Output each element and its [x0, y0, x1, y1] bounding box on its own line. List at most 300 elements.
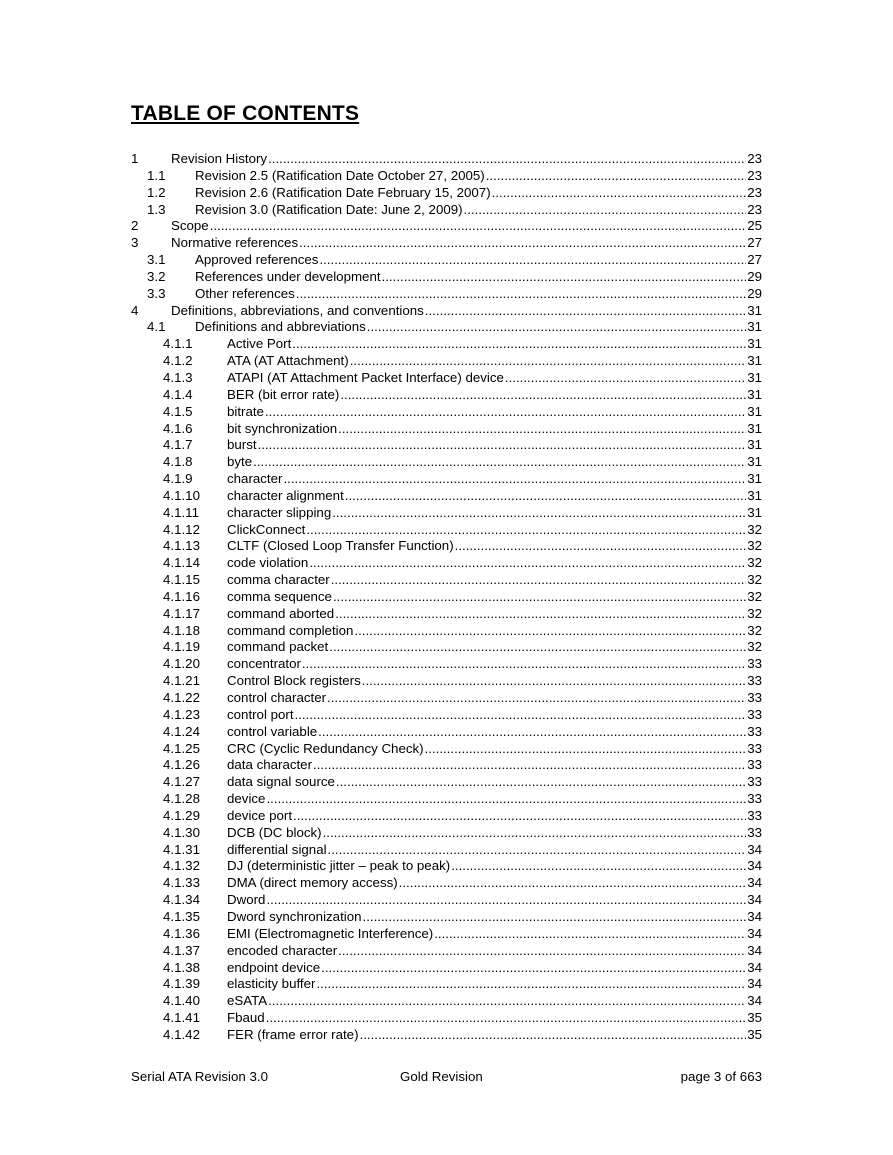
toc-section-title: ATA (AT Attachment) [227, 353, 349, 369]
toc-entry-body [227, 858, 762, 875]
toc-entry-body [227, 606, 762, 623]
toc-page-number: 32 [747, 639, 762, 655]
toc-entry-body [227, 842, 762, 859]
toc-entry[interactable] [131, 252, 762, 269]
toc-section-number: 4.1.31 [163, 841, 200, 857]
toc-dot-leader [319, 252, 746, 269]
toc-page-number: 31 [747, 437, 762, 453]
toc-section-number: 4.1 [147, 319, 166, 335]
toc-dot-leader [354, 623, 746, 640]
toc-page-number: 33 [747, 824, 762, 840]
toc-entry[interactable] [131, 976, 762, 993]
toc-entry[interactable] [131, 757, 762, 774]
toc-section-number: 4.1.9 [163, 471, 193, 487]
toc-entry-body [227, 1010, 762, 1027]
toc-section-number: 4.1.36 [163, 925, 200, 941]
toc-entry-body [227, 741, 762, 758]
toc-dot-leader [306, 522, 746, 539]
toc-dot-leader [327, 690, 746, 707]
toc-entry[interactable] [131, 656, 762, 673]
toc-entry-body [227, 387, 762, 404]
toc-section-number: 4.1.1 [163, 336, 193, 352]
toc-entry-body [195, 202, 762, 219]
toc-page-number: 31 [747, 487, 762, 503]
toc-entry[interactable] [131, 522, 762, 539]
toc-dot-leader [363, 909, 747, 926]
toc-section-number: 4.1.21 [163, 673, 200, 689]
toc-page-number: 31 [747, 319, 762, 335]
toc-page-number: 33 [747, 774, 762, 790]
toc-entry-body [227, 909, 762, 926]
toc-entry[interactable] [131, 387, 762, 404]
toc-dot-leader [283, 471, 746, 488]
toc-entry[interactable] [131, 673, 762, 690]
toc-dot-leader [268, 993, 746, 1010]
toc-entry-body [227, 724, 762, 741]
toc-dot-leader [295, 707, 747, 724]
toc-section-number: 4.1.28 [163, 791, 200, 807]
toc-section-number: 4.1.37 [163, 942, 200, 958]
toc-section-title: References under development [195, 268, 381, 284]
toc-entry-body [227, 421, 762, 438]
toc-dot-leader [309, 555, 746, 572]
toc-section-title: FER (frame error rate) [227, 1026, 359, 1042]
toc-section-title: bit synchronization [227, 420, 338, 436]
footer-revision-status: Gold Revision [400, 1069, 483, 1084]
toc-entry[interactable] [131, 218, 762, 235]
toc-dot-leader [486, 168, 746, 185]
toc-section-number: 3 [131, 235, 139, 251]
toc-section-title: ATAPI (AT Attachment Packet Interface) device [227, 369, 504, 385]
toc-section-number: 4.1.2 [163, 353, 193, 369]
toc-entry-body [195, 319, 762, 336]
toc-entry[interactable] [131, 909, 762, 926]
toc-entry[interactable] [131, 1010, 762, 1027]
toc-entry-body [227, 522, 762, 539]
toc-entry-body [227, 707, 762, 724]
toc-dot-leader [455, 538, 747, 555]
toc-page-number: 34 [747, 925, 762, 941]
toc-entry[interactable] [131, 993, 762, 1010]
toc-section-number: 4.1.42 [163, 1026, 200, 1042]
toc-dot-leader [296, 286, 746, 303]
toc-section-title: control character [227, 690, 327, 705]
toc-section-title: DMA (direct memory access) [227, 875, 398, 891]
toc-section-title: Revision 3.0 (Ratification Date: June 2, 2009) [195, 201, 463, 217]
toc-section-number: 4.1.19 [163, 639, 200, 655]
toc-entry-body [227, 690, 762, 707]
toc-section-title: comma character [227, 572, 330, 588]
toc-entry-body [227, 404, 762, 421]
toc-section-title: comma sequence [227, 588, 332, 604]
toc-entry-body [171, 218, 762, 235]
toc-page-number: 33 [747, 706, 762, 722]
toc-dot-leader [350, 353, 747, 370]
toc-page-number: 32 [747, 555, 762, 571]
toc-page-number: 31 [747, 403, 762, 419]
toc-dot-leader [336, 774, 746, 791]
toc-section-number: 4.1.4 [163, 386, 193, 402]
toc-page-number: 31 [747, 454, 762, 470]
toc-dot-leader [360, 1027, 747, 1044]
toc-entry[interactable] [131, 269, 762, 286]
toc-entry-body [227, 808, 762, 825]
toc-section-number: 1.3 [147, 201, 166, 217]
toc-entry[interactable] [131, 437, 762, 454]
toc-section-number: 4.1.40 [163, 993, 200, 1009]
toc-section-title: elasticity buffer [227, 976, 316, 992]
toc-section-title: encoded character [227, 942, 338, 958]
toc-entry[interactable] [131, 168, 762, 185]
toc-section-number: 4.1.27 [163, 774, 200, 790]
toc-entry[interactable] [131, 538, 762, 555]
toc-dot-leader [329, 639, 746, 656]
toc-entry-body [227, 825, 762, 842]
toc-dot-leader [434, 926, 746, 943]
toc-section-title: Revision History [171, 151, 268, 166]
toc-section-title: control port [227, 706, 294, 722]
toc-page-number: 32 [747, 622, 762, 638]
toc-section-title: command packet [227, 639, 329, 655]
toc-section-title: byte [227, 454, 253, 470]
toc-dot-leader [425, 303, 746, 320]
toc-dot-leader [302, 656, 746, 673]
toc-page-number: 34 [747, 841, 762, 857]
toc-page-number: 33 [747, 740, 762, 756]
toc-entry[interactable] [131, 471, 762, 488]
toc-page-number: 31 [747, 504, 762, 520]
toc-entry-body [227, 875, 762, 892]
toc-dot-leader [382, 269, 747, 286]
toc-entry[interactable] [131, 404, 762, 421]
toc-entry-body [227, 353, 762, 370]
toc-section-number: 3.3 [147, 285, 166, 301]
toc-dot-leader [492, 185, 747, 202]
toc-dot-leader [293, 808, 746, 825]
toc-dot-leader [335, 606, 746, 623]
toc-section-title: burst [227, 437, 257, 453]
toc-page-number: 33 [747, 791, 762, 807]
toc-dot-leader [265, 404, 746, 421]
toc-entry-body [171, 235, 762, 252]
toc-entry-body [227, 757, 762, 774]
toc-section-title: command completion [227, 622, 354, 638]
toc-section-title: code violation [227, 555, 309, 571]
toc-entry-body [227, 774, 762, 791]
toc-entry[interactable] [131, 151, 762, 168]
toc-entry-body [227, 791, 762, 808]
toc-entry[interactable] [131, 774, 762, 791]
toc-entry[interactable] [131, 892, 762, 909]
footer-document-name: Serial ATA Revision 3.0 [131, 1069, 268, 1084]
toc-entry[interactable] [131, 842, 762, 859]
toc-section-number: 3.1 [147, 252, 166, 268]
toc-section-number: 4.1.12 [163, 521, 200, 537]
toc-dot-leader [367, 319, 746, 336]
toc-entry[interactable] [131, 623, 762, 640]
toc-dot-leader [425, 741, 747, 758]
toc-dot-leader [399, 875, 747, 892]
toc-section-title: eSATA [227, 993, 268, 1009]
toc-section-title: Fbaud [227, 1010, 265, 1026]
toc-section-number: 4.1.7 [163, 437, 193, 453]
toc-dot-leader [464, 202, 747, 219]
toc-section-title: Revision 2.5 (Ratification Date October 27, 2005) [195, 167, 485, 183]
toc-entry[interactable] [131, 235, 762, 252]
toc-entry[interactable] [131, 707, 762, 724]
table-of-contents [131, 151, 762, 1044]
toc-page-number: 35 [747, 1026, 762, 1042]
toc-dot-leader [313, 757, 746, 774]
toc-section-number: 1 [131, 151, 139, 166]
toc-page-number: 29 [747, 285, 762, 301]
toc-section-title: DJ (deterministic jitter – peak to peak) [227, 858, 451, 874]
toc-section-title: Dword [227, 892, 266, 908]
toc-entry[interactable] [131, 488, 762, 505]
toc-page-number: 23 [747, 201, 762, 217]
toc-section-number: 4.1.13 [163, 538, 200, 554]
toc-entry-body [227, 437, 762, 454]
toc-entry[interactable] [131, 791, 762, 808]
toc-section-number: 4.1.35 [163, 908, 200, 924]
toc-section-number: 4.1.25 [163, 740, 200, 756]
toc-page-number: 34 [747, 908, 762, 924]
toc-section-title: differential signal [227, 841, 327, 857]
toc-entry[interactable] [131, 185, 762, 202]
footer-page-number: page 3 of 663 [680, 1069, 762, 1084]
toc-dot-leader [321, 960, 746, 977]
toc-dot-leader [253, 454, 746, 471]
toc-entry[interactable] [131, 825, 762, 842]
toc-page-number: 29 [747, 268, 762, 284]
toc-section-number: 3.2 [147, 268, 166, 284]
toc-entry[interactable] [131, 858, 762, 875]
toc-dot-leader [316, 976, 746, 993]
toc-section-title: CRC (Cyclic Redundancy Check) [227, 740, 424, 756]
toc-entry[interactable] [131, 572, 762, 589]
toc-entry[interactable] [131, 960, 762, 977]
toc-entry-body [227, 639, 762, 656]
toc-section-title: endpoint device [227, 959, 321, 975]
toc-entry[interactable] [131, 808, 762, 825]
toc-entry-body [227, 623, 762, 640]
toc-entry[interactable] [131, 690, 762, 707]
toc-dot-leader [266, 1010, 747, 1027]
toc-section-number: 4.1.11 [163, 504, 199, 520]
toc-section-title: Normative references [171, 235, 299, 251]
toc-entry-body [227, 555, 762, 572]
toc-section-number: 4.1.15 [163, 572, 200, 588]
toc-entry-body [227, 993, 762, 1010]
toc-dot-leader [323, 825, 747, 842]
toc-section-number: 4.1.39 [163, 976, 200, 992]
toc-dot-leader [292, 336, 746, 353]
toc-dot-leader [332, 505, 746, 522]
toc-section-title: Dword synchronization [227, 908, 362, 924]
toc-section-number: 4.1.30 [163, 824, 200, 840]
toc-dot-leader [451, 858, 746, 875]
toc-section-number: 4.1.3 [163, 369, 193, 385]
toc-section-number: 4.1.5 [163, 403, 193, 419]
toc-page-number: 31 [747, 420, 762, 436]
toc-entry-body [227, 673, 762, 690]
toc-section-number: 4.1.6 [163, 420, 193, 436]
toc-dot-leader [362, 673, 746, 690]
toc-entry[interactable] [131, 370, 762, 387]
toc-section-number: 4 [131, 302, 139, 318]
toc-section-title: device port [227, 807, 293, 823]
toc-entry-body [227, 572, 762, 589]
toc-entry[interactable] [131, 639, 762, 656]
toc-entry[interactable] [131, 202, 762, 219]
toc-section-title: command aborted [227, 605, 335, 621]
toc-entry-body [227, 488, 762, 505]
toc-section-number: 4.1.26 [163, 757, 200, 773]
toc-page-number: 34 [747, 959, 762, 975]
toc-section-title: device [227, 791, 266, 807]
toc-section-number: 4.1.8 [163, 454, 193, 470]
toc-page-number: 31 [747, 471, 762, 487]
toc-page-number: 31 [747, 386, 762, 402]
toc-entry-body [227, 538, 762, 555]
toc-section-title: Definitions and abbreviations [195, 319, 366, 335]
toc-dot-leader [340, 387, 746, 404]
toc-page-number: 35 [747, 1010, 762, 1026]
toc-section-title: Revision 2.6 (Ratification Date February 15, 2007) [195, 184, 491, 200]
toc-section-title: Active Port [227, 336, 292, 352]
toc-entry[interactable] [131, 943, 762, 960]
page-title: TABLE OF CONTENTS [131, 102, 360, 125]
toc-entry[interactable] [131, 926, 762, 943]
toc-dot-leader [338, 421, 746, 438]
toc-section-number: 4.1.14 [163, 555, 200, 571]
toc-section-number: 4.1.20 [163, 656, 200, 672]
toc-entry-body [171, 151, 762, 168]
toc-page-number: 23 [747, 167, 762, 183]
toc-entry-body [227, 589, 762, 606]
toc-page-number: 32 [747, 588, 762, 604]
toc-section-title: concentrator [227, 656, 301, 672]
toc-entry-body [227, 454, 762, 471]
toc-entry-body [227, 505, 762, 522]
toc-page-number: 31 [747, 302, 762, 318]
toc-entry-body [227, 976, 762, 993]
toc-section-number: 1.2 [147, 184, 166, 200]
toc-section-number: 2 [131, 218, 139, 234]
toc-entry[interactable] [131, 589, 762, 606]
toc-dot-leader [266, 892, 746, 909]
toc-section-number: 4.1.38 [163, 959, 200, 975]
toc-entry[interactable] [131, 555, 762, 572]
toc-page-number: 33 [747, 673, 762, 689]
toc-page-number: 32 [747, 605, 762, 621]
toc-entry-body [227, 1027, 762, 1044]
toc-entry[interactable] [131, 505, 762, 522]
toc-page-number: 33 [747, 656, 762, 672]
toc-dot-leader [333, 589, 746, 606]
toc-entry[interactable] [131, 421, 762, 438]
toc-entry[interactable] [131, 741, 762, 758]
toc-section-number: 4.1.23 [163, 706, 200, 722]
toc-page-number: 33 [747, 723, 762, 739]
toc-dot-leader [345, 488, 746, 505]
toc-section-number: 4.1.16 [163, 588, 200, 604]
toc-entry[interactable] [131, 319, 762, 336]
toc-page-number: 27 [747, 235, 762, 251]
toc-page-number: 32 [747, 521, 762, 537]
toc-section-title: bitrate [227, 403, 264, 419]
toc-page-number: 23 [747, 184, 762, 200]
toc-dot-leader [331, 572, 746, 589]
toc-dot-leader [266, 791, 746, 808]
toc-entry[interactable] [131, 353, 762, 370]
toc-section-title: ClickConnect [227, 521, 306, 537]
toc-entry[interactable] [131, 303, 762, 320]
toc-dot-leader [328, 842, 747, 859]
toc-page-number: 34 [747, 875, 762, 891]
toc-section-number: 4.1.41 [163, 1010, 200, 1026]
toc-section-title: Scope [171, 218, 209, 234]
toc-entry[interactable] [131, 336, 762, 353]
toc-page-number: 34 [747, 892, 762, 908]
toc-section-title: EMI (Electromagnetic Interference) [227, 925, 434, 941]
toc-section-number: 1.1 [147, 167, 166, 183]
toc-section-title: data signal source [227, 774, 335, 790]
toc-entry-body [227, 926, 762, 943]
toc-entry-body [195, 252, 762, 269]
toc-section-title: data character [227, 757, 313, 773]
toc-entry[interactable] [131, 606, 762, 623]
toc-entry-body [227, 892, 762, 909]
toc-page-number: 31 [747, 353, 762, 369]
toc-section-title: Approved references [195, 252, 319, 268]
toc-page-number: 33 [747, 757, 762, 773]
toc-entry-body [227, 943, 762, 960]
toc-entry-body [171, 303, 762, 320]
toc-section-number: 4.1.10 [163, 487, 200, 503]
toc-entry-body [195, 286, 762, 303]
toc-dot-leader [318, 724, 746, 741]
toc-entry[interactable] [131, 286, 762, 303]
toc-entry[interactable] [131, 724, 762, 741]
toc-page-number: 34 [747, 993, 762, 1009]
toc-dot-leader [258, 437, 747, 454]
toc-entry-body [227, 370, 762, 387]
toc-section-number: 4.1.29 [163, 807, 200, 823]
toc-entry[interactable] [131, 454, 762, 471]
toc-section-number: 4.1.22 [163, 690, 200, 705]
toc-entry[interactable] [131, 1027, 762, 1044]
toc-entry[interactable] [131, 875, 762, 892]
toc-page-number: 32 [747, 538, 762, 554]
toc-section-title: Definitions, abbreviations, and conventions [171, 302, 424, 318]
toc-section-title: BER (bit error rate) [227, 386, 340, 402]
toc-section-title: character [227, 471, 283, 487]
toc-page-number: 31 [747, 336, 762, 352]
toc-entry-body [227, 960, 762, 977]
toc-section-title: Control Block registers [227, 673, 361, 689]
toc-section-title: DCB (DC block) [227, 824, 322, 840]
toc-entry-body [227, 656, 762, 673]
toc-page-number: 34 [747, 976, 762, 992]
toc-page-number: 32 [747, 572, 762, 588]
toc-entry-body [195, 269, 762, 286]
toc-dot-leader [268, 151, 746, 168]
toc-entry-body [227, 471, 762, 488]
toc-dot-leader [210, 218, 747, 235]
toc-page-number: 33 [747, 807, 762, 823]
toc-page-number: 27 [747, 252, 762, 268]
